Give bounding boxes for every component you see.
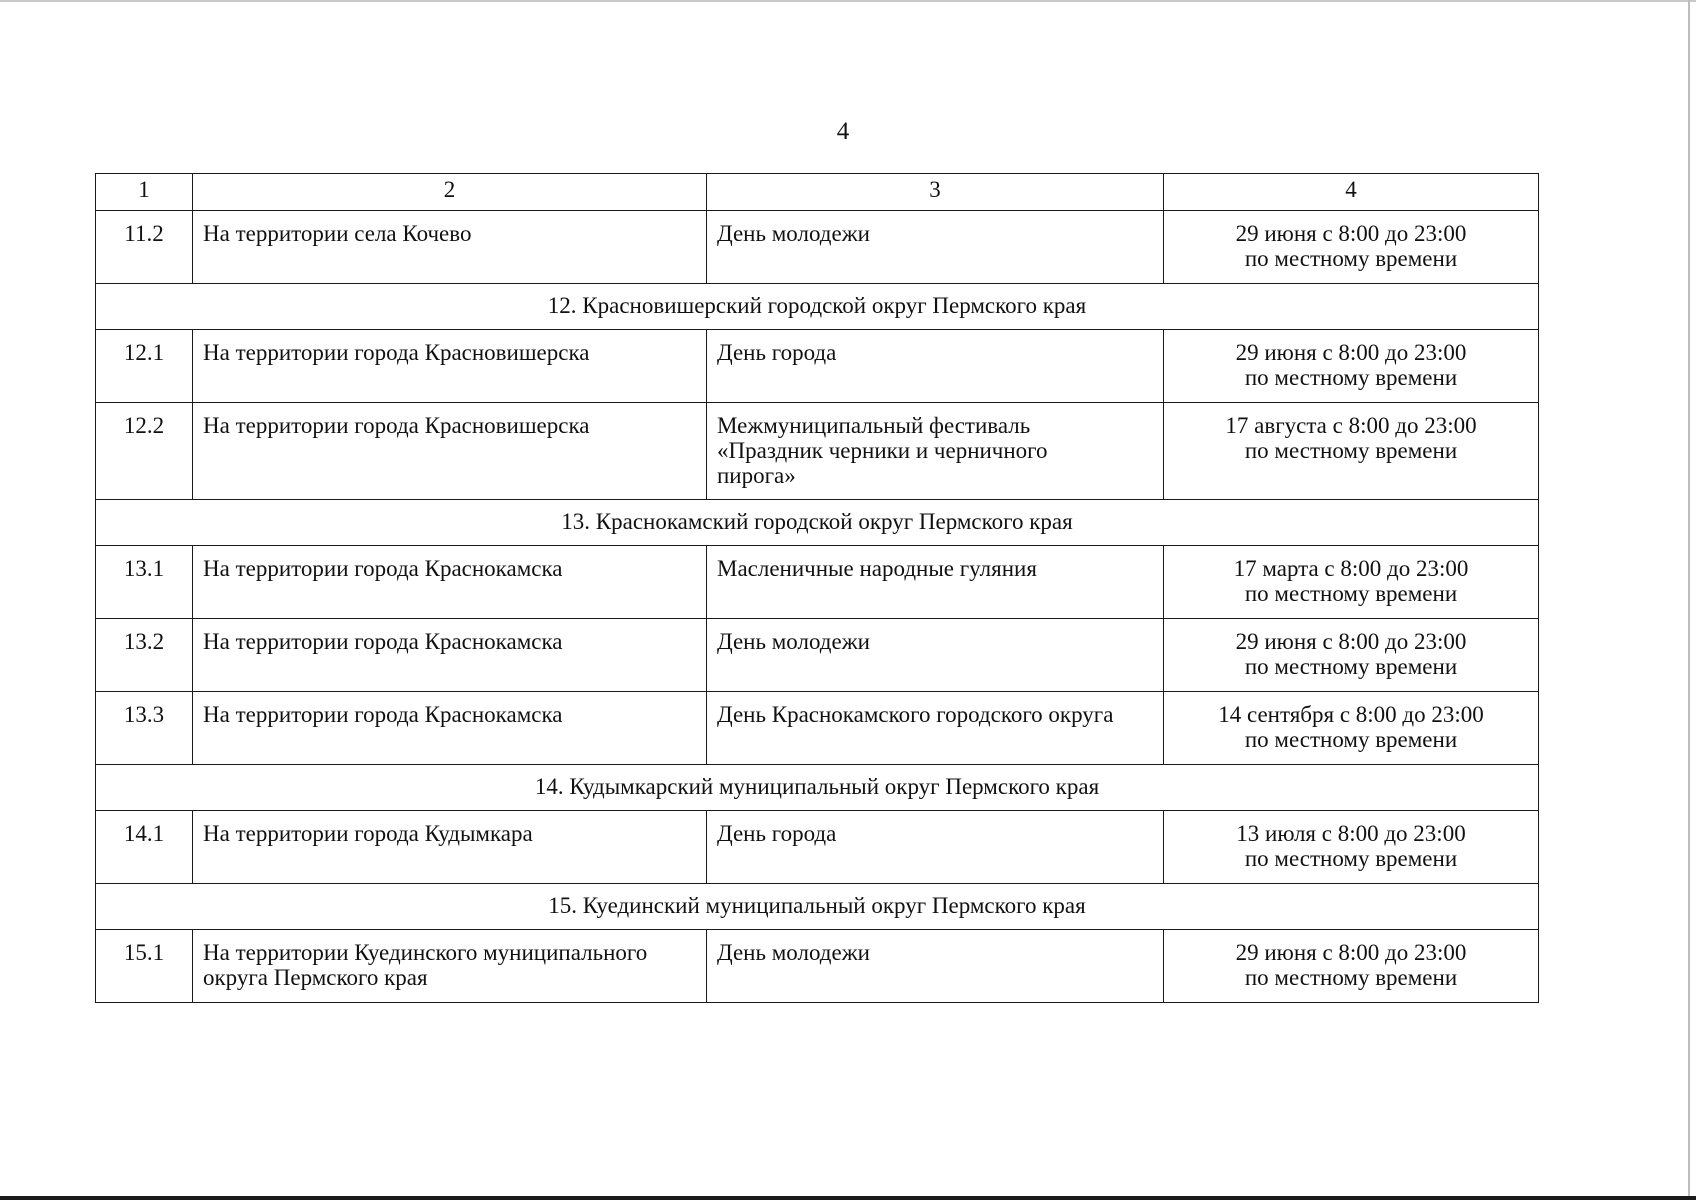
row-event (707, 546, 1164, 619)
row-place (193, 546, 707, 619)
table-row (96, 330, 1539, 403)
row-date-line: по местному времени (1244, 727, 1458, 752)
row-date-line: по местному времени (1244, 246, 1458, 271)
section-title: 14. Кудымкарский муниципальный округ Пермского края (96, 765, 1539, 811)
row-place-line: На территории города Краснокамска (203, 702, 563, 727)
table-body (96, 174, 1539, 1003)
row-date-line: 13 июля с 8:00 до 23:00 (1236, 821, 1466, 846)
row-place-line: На территории города Красновишерска (203, 413, 590, 438)
row-date (1164, 330, 1539, 403)
row-place (193, 692, 707, 765)
row-date (1164, 546, 1539, 619)
table-row (96, 619, 1539, 692)
row-place-line: На территории Куединского муниципального (203, 940, 648, 965)
row-date-line: 29 июня с 8:00 до 23:00 (1235, 340, 1467, 365)
table-row (96, 811, 1539, 884)
row-event-line: Межмуниципальный фестиваль (717, 413, 1031, 438)
row-number: 11.2 (96, 211, 193, 284)
row-place (193, 211, 707, 284)
page-number: 4 (836, 118, 850, 145)
row-event-line: День Краснокамского городского округа (717, 702, 1114, 727)
row-event (707, 930, 1164, 1003)
row-date (1164, 930, 1539, 1003)
row-date (1164, 619, 1539, 692)
row-event-line: День молодежи (717, 940, 870, 965)
scan-edge-top (0, 0, 1696, 2)
row-number: 13.1 (96, 546, 193, 619)
row-number: 14.1 (96, 811, 193, 884)
row-place-line: На территории города Краснокамска (203, 629, 563, 654)
row-event (707, 330, 1164, 403)
row-number: 12.2 (96, 403, 193, 500)
row-event (707, 619, 1164, 692)
section-title: 12. Красновишерский городской округ Пермского края (96, 284, 1539, 330)
events-table (95, 173, 1539, 1003)
header-col-4: 4 (1164, 174, 1539, 211)
row-event-line: День молодежи (717, 221, 870, 246)
row-number: 15.1 (96, 930, 193, 1003)
row-number: 13.3 (96, 692, 193, 765)
section-title-row (96, 500, 1539, 546)
scan-edge-right (1688, 0, 1690, 1200)
row-place (193, 330, 707, 403)
row-place-line: На территории города Кудымкара (203, 821, 533, 846)
row-event (707, 211, 1164, 284)
table-row (96, 403, 1539, 500)
row-event-line: День города (717, 821, 837, 846)
table-header-row (96, 174, 1539, 211)
table-row (96, 211, 1539, 284)
row-event-line: Масленичные народные гуляния (717, 556, 1037, 581)
row-place-line: На территории села Кочево (203, 221, 472, 246)
table-row (96, 546, 1539, 619)
row-date-line: по местному времени (1244, 846, 1458, 871)
row-date (1164, 692, 1539, 765)
row-date (1164, 211, 1539, 284)
table-row (96, 930, 1539, 1003)
header-col-3: 3 (707, 174, 1164, 211)
row-place-line: На территории города Краснокамска (203, 556, 563, 581)
row-date-line: 29 июня с 8:00 до 23:00 (1235, 221, 1467, 246)
section-title: 15. Куединский муниципальный округ Пермского края (96, 884, 1539, 930)
section-title-row (96, 765, 1539, 811)
row-number: 12.1 (96, 330, 193, 403)
section-title: 13. Краснокамский городской округ Пермского края (96, 500, 1539, 546)
row-date-line: 17 марта с 8:00 до 23:00 (1233, 556, 1469, 581)
row-event (707, 811, 1164, 884)
scan-edge-bottom (0, 1196, 1696, 1200)
row-date-line: по местному времени (1244, 581, 1458, 606)
section-title-row (96, 284, 1539, 330)
row-date-line: 17 августа с 8:00 до 23:00 (1225, 413, 1477, 438)
section-title-row (96, 884, 1539, 930)
row-date-line: по местному времени (1244, 654, 1458, 679)
row-date (1164, 403, 1539, 500)
row-place (193, 930, 707, 1003)
row-place (193, 811, 707, 884)
row-event-line: День молодежи (717, 629, 870, 654)
row-place (193, 619, 707, 692)
row-date-line: по местному времени (1244, 365, 1458, 390)
row-event-line: «Праздник черники и черничного (717, 438, 1048, 463)
row-event (707, 692, 1164, 765)
row-event (707, 403, 1164, 500)
row-place-line: На территории города Красновишерска (203, 340, 590, 365)
row-event-line: День города (717, 340, 837, 365)
row-number: 13.2 (96, 619, 193, 692)
row-date (1164, 811, 1539, 884)
row-event-line: пирога» (717, 463, 796, 488)
row-place-line: округа Пермского края (203, 965, 428, 990)
table-row (96, 692, 1539, 765)
header-col-1: 1 (96, 174, 193, 211)
row-date-line: по местному времени (1244, 438, 1458, 463)
row-date-line: по местному времени (1244, 965, 1458, 990)
row-date-line: 29 июня с 8:00 до 23:00 (1235, 940, 1467, 965)
header-col-2: 2 (193, 174, 707, 211)
row-date-line: 29 июня с 8:00 до 23:00 (1235, 629, 1467, 654)
row-place (193, 403, 707, 500)
row-date-line: 14 сентября с 8:00 до 23:00 (1218, 702, 1484, 727)
